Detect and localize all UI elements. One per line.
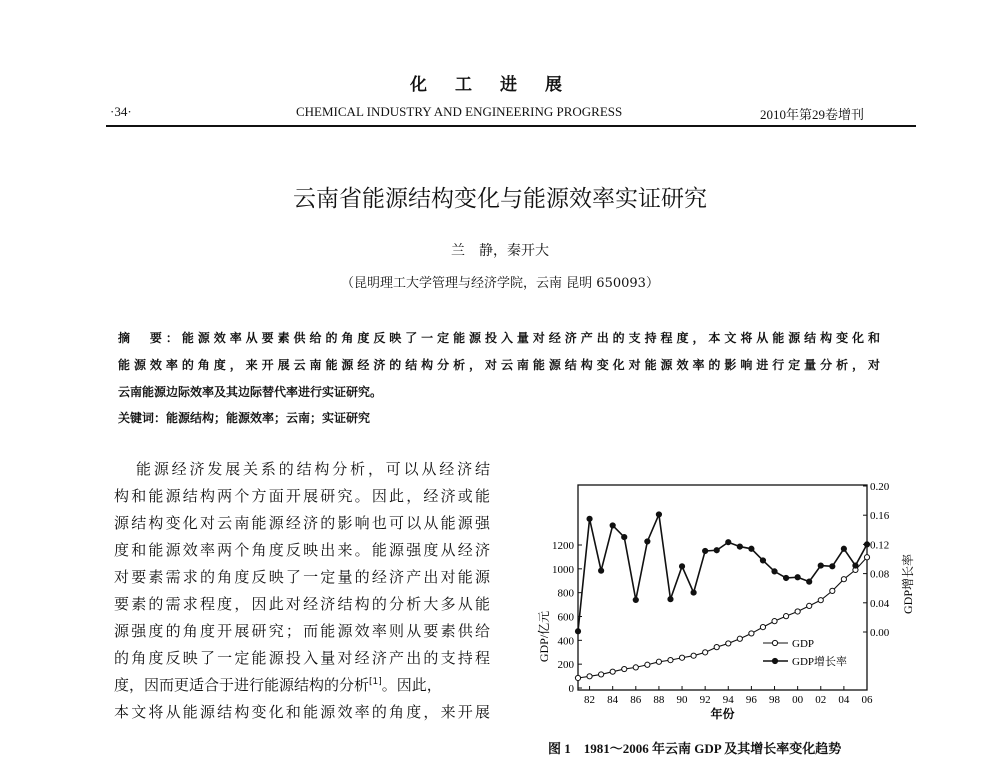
x-tick-label: 84 [607, 694, 619, 706]
body-line: 度和能源效率两个角度反映出来。能源强度从经济 [114, 541, 490, 559]
data-point [760, 558, 765, 563]
data-point [587, 516, 592, 521]
x-axis-label: 年份 [710, 707, 735, 721]
data-point [714, 645, 719, 650]
data-point [575, 675, 580, 680]
body-line: 要素的需求程度，因此对经济结构的分析大多从能 [114, 595, 490, 613]
x-tick-label: 02 [815, 694, 827, 706]
issue-info: 2010年第29卷增刊 [760, 107, 865, 122]
data-point [830, 564, 835, 569]
data-point [818, 598, 823, 603]
article-title: 云南省能源结构变化与能源效率实证研究 [293, 186, 707, 212]
data-point [599, 568, 604, 573]
journal-name-en: CHEMICAL INDUSTRY AND ENGINEERING PROGRESS [296, 104, 623, 119]
data-point [864, 555, 869, 560]
y-tick-label: 600 [557, 611, 574, 624]
y-tick-label: 200 [557, 659, 574, 672]
body-line: 源强度的角度开展研究；而能源效率则从要素供给 [114, 622, 490, 640]
body-line: 能源经济发展关系的结构分析，可以从经济结 [136, 460, 490, 478]
body-line: 本文将从能源结构变化和能源效率的角度，来开展 [114, 703, 490, 721]
x-tick-label: 06 [861, 694, 873, 706]
data-point [818, 563, 823, 568]
data-point [760, 625, 765, 630]
data-point [726, 641, 731, 646]
x-tick-label: 00 [792, 694, 804, 706]
abstract-line: 摘 要：能源效率从要素供给的角度反映了一定能源投入量对经济产出的支持程度，本文将从能源结构变化和 [118, 331, 880, 345]
data-point [691, 590, 696, 595]
x-tick-label: 98 [769, 694, 781, 706]
data-point [679, 655, 684, 660]
data-point [703, 650, 708, 655]
data-point [610, 669, 615, 674]
data-point [737, 636, 742, 641]
y-tick-label: 1200 [552, 540, 574, 552]
data-point [726, 540, 731, 545]
page-number: ·34· [110, 104, 132, 119]
keywords: 关键词：能源结构；能源效率；云南；实证研究 [118, 411, 371, 425]
x-tick-label: 92 [699, 694, 711, 706]
y-axis-label: GDP/亿元 [537, 610, 551, 663]
data-point [679, 564, 684, 569]
data-point [645, 662, 650, 667]
body-text: 。因此， [381, 676, 442, 694]
data-point [633, 597, 638, 602]
authors: 兰 静，秦开大 [451, 243, 549, 259]
data-point [622, 535, 627, 540]
abstract-line: 能源效率的角度，来开展云南能源经济的结构分析，对云南能源结构变化对能源效率的影响进行定量分析，对 [118, 358, 880, 372]
journal-name-cn: 化工进展 [410, 75, 590, 95]
body-line: 源结构变化对云南能源经济的影响也可以从能源强 [114, 514, 490, 532]
data-point [668, 658, 673, 663]
data-point [749, 546, 754, 551]
y2-tick-label: 0.04 [870, 597, 890, 610]
x-tick-label: 04 [838, 694, 850, 706]
y-tick-label: 400 [557, 635, 574, 648]
data-point [610, 523, 615, 528]
data-point [807, 579, 812, 584]
legend-marker [772, 640, 777, 645]
data-point [703, 548, 708, 553]
x-tick-label: 96 [745, 694, 757, 706]
data-point [575, 629, 580, 634]
data-point [783, 575, 788, 580]
data-point [668, 597, 673, 602]
affiliation: （昆明理工大学管理与经济学院，云南 昆明 650093） [341, 276, 659, 291]
data-point [795, 609, 800, 614]
legend-label: GDP [792, 638, 815, 650]
data-point [807, 603, 812, 608]
data-point [853, 563, 858, 568]
x-tick-label: 86 [630, 694, 642, 706]
data-point [772, 569, 777, 574]
data-point [645, 539, 650, 544]
data-point [795, 575, 800, 580]
legend-label: GDP增长率 [792, 656, 848, 668]
data-point [783, 614, 788, 619]
x-tick-label: 94 [722, 694, 734, 706]
body-line: 的角度反映了一定能源投入量对经济产出的支持程 [114, 649, 490, 667]
data-point [714, 548, 719, 553]
figure-caption: 图 1 1981～2006 年云南 GDP 及其增长率变化趋势 [548, 741, 842, 756]
data-point [656, 659, 661, 664]
y2-tick-label: 0.16 [870, 510, 890, 523]
body-line: 构和能源结构两个方面开展研究。因此，经济或能 [114, 487, 490, 505]
data-point [691, 653, 696, 658]
y-tick-label: 800 [557, 587, 574, 600]
data-point [841, 546, 846, 551]
data-point [622, 666, 627, 671]
data-point [864, 542, 869, 547]
data-point [841, 577, 846, 582]
data-point [656, 512, 661, 517]
y-tick-label: 1000 [552, 563, 574, 576]
y-tick-label: 0 [568, 683, 574, 695]
y2-axis-label: GDP增长率 [901, 553, 915, 615]
y2-tick-label: 0.20 [870, 481, 890, 493]
body-text: 度，因而更适合于进行能源结构的分析 [114, 676, 370, 694]
data-point [587, 674, 592, 679]
y2-tick-label: 0.12 [870, 539, 890, 552]
data-point [633, 665, 638, 670]
legend-marker [772, 658, 777, 663]
x-tick-label: 88 [653, 694, 665, 706]
abstract-line: 云南能源边际效率及其边际替代率进行实证研究。 [118, 385, 383, 399]
citation[interactable]: [1] [369, 677, 382, 687]
data-point [772, 619, 777, 624]
x-tick-label: 90 [676, 694, 688, 706]
data-point [830, 588, 835, 593]
data-point [599, 672, 604, 677]
body-line: 对要素需求的角度反映了一定量的经济产出对能源 [114, 568, 490, 586]
data-point [737, 544, 742, 549]
y2-tick-label: 0.00 [870, 627, 890, 639]
x-tick-label: 82 [584, 694, 596, 706]
data-point [749, 631, 754, 636]
y2-tick-label: 0.08 [870, 568, 890, 581]
series-line-growth [578, 514, 867, 631]
